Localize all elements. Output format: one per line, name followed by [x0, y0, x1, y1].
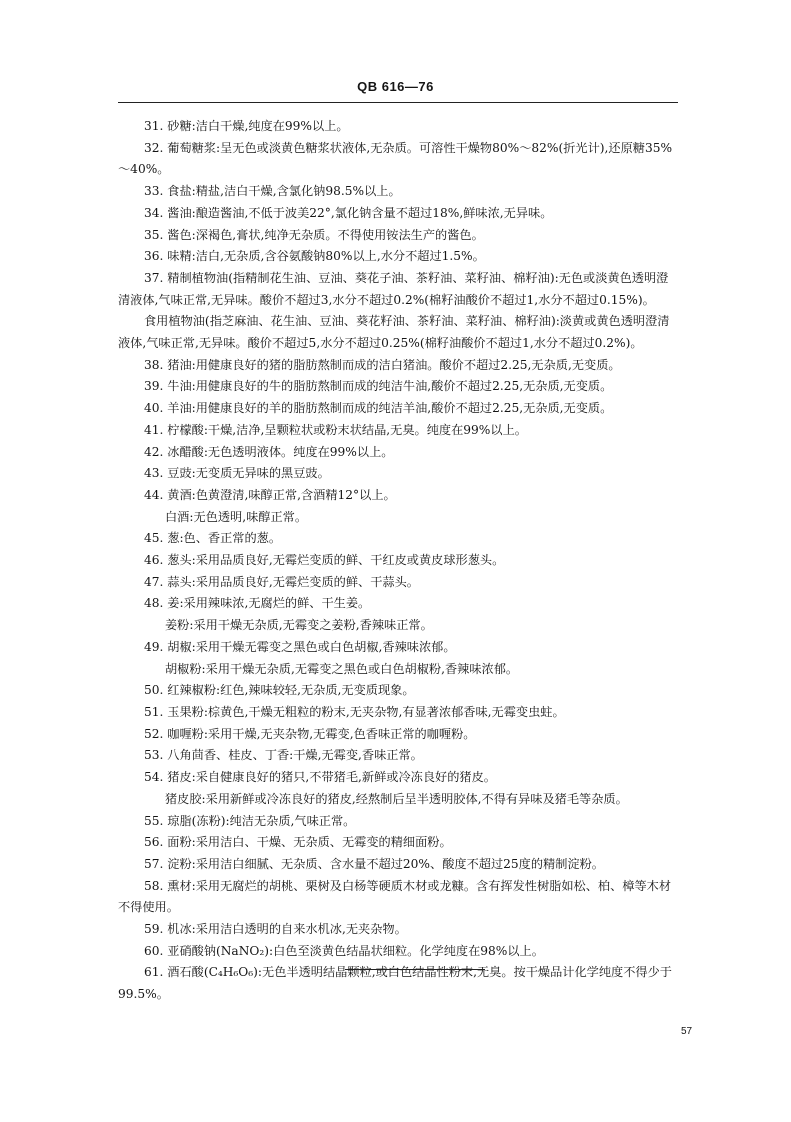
item-42: 42. 冰醋酸:无色透明液体。纯度在99%以上。 — [144, 444, 394, 459]
item-55: 55. 琼脂(冻粉):纯洁无杂质,气味正常。 — [144, 813, 356, 828]
item-39: 39. 牛油:用健康良好的牛的脂肪熬制而成的纯洁牛油,酸价不超过2.25,无杂质,无变质。 — [144, 379, 613, 394]
item-60: 60. 亚硝酸钠(NaNO₂):白色至淡黄色结晶状细粒。化学纯度在98%以上。 — [144, 943, 544, 958]
item-48-ginger-powder: 姜粉:采用干燥无杂质,无霉变之姜粉,香辣味正常。 — [165, 618, 433, 633]
item-38: 38. 猪油:用健康良好的猪的脂肪熬制而成的洁白猪油。酸价不超过2.25,无杂质,无变质。 — [144, 357, 621, 372]
item-57: 57. 淀粉:采用洁白细腻、无杂质、含水量不超过20%、酸度不超过25度的精制淀粉。 — [144, 856, 604, 871]
item-56: 56. 面粉:采用洁白、干燥、无杂质、无霉变的精细面粉。 — [144, 835, 452, 850]
item-53: 53. 八角茴香、桂皮、丁香:干燥,无霉变,香味正常。 — [144, 748, 423, 763]
item-31: 31. 砂糖:洁白干燥,纯度在99%以上。 — [144, 119, 349, 133]
item-59: 59. 机冰:采用洁白透明的自来水机冰,无夹杂物。 — [144, 922, 407, 937]
item-54-pigskin-gel: 猪皮胶:采用新鲜或冷冻良好的猪皮,经熬制后呈半透明胶体,不得有异味及猪毛等杂质。 — [165, 791, 628, 806]
standard-code-header: QB 616—76 — [357, 79, 434, 94]
page-number: 57 — [681, 1026, 693, 1037]
document-body — [118, 116, 678, 1006]
item-34: 34. 酱油:酿造酱油,不低于波美22°,氯化钠含量不超过18%,鲜味浓,无异味。 — [144, 205, 553, 220]
item-35: 35. 酱色:深褐色,膏状,纯净无杂质。不得使用铵法生产的酱色。 — [144, 227, 484, 242]
item-40: 40. 羊油:用健康良好的羊的脂肪熬制而成的纯洁羊油,酸价不超过2.25,无杂质,无变质。 — [144, 401, 613, 416]
item-43: 43. 豆豉:无变质无异味的黑豆豉。 — [144, 466, 330, 481]
item-47: 47. 蒜头:采用品质良好,无霉烂变质的鲜、干蒜头。 — [144, 574, 419, 589]
item-50: 50. 红辣椒粉:红色,辣味较轻,无杂质,无变质现象。 — [144, 683, 415, 698]
item-37: 37. 精制植物油(指精制花生油、豆油、葵花子油、茶籽油、菜籽油、棉籽油):无色或淡黄色透明澄清液体,气味正常,无异味。酸价不超过3,水分不超过0.2%(棉籽油酸价不超过1,水分不超过0.15%)。 — [118, 270, 669, 307]
item-36: 36. 味精:洁白,无杂质,含谷氨酸钠80%以上,水分不超过1.5%。 — [144, 249, 485, 264]
item-61: 61. 酒石酸(C₄H₆O₆):无色半透明结晶颗粒,或白色结晶性粉末,无臭。按干燥品计化学纯度不得少于99.5%。 — [118, 965, 672, 1002]
end-rule — [345, 969, 485, 970]
item-32: 32. 葡萄糖浆:呈无色或淡黄色糖浆状液体,无杂质。可溶性干燥物80%～82%(折光计),还原糖35%～40%。 — [118, 140, 673, 177]
item-49: 49. 胡椒:采用干燥无霉变之黑色或白色胡椒,香辣味浓郁。 — [144, 639, 456, 654]
header-rule — [118, 102, 678, 103]
item-54: 54. 猪皮:采自健康良好的猪只,不带猪毛,新鲜或冷冻良好的猪皮。 — [144, 770, 496, 785]
item-44: 44. 黄酒:色黄澄清,味醇正常,含酒精12°以上。 — [144, 487, 396, 502]
item-51: 51. 玉果粉:棕黄色,干燥无粗粒的粉末,无夹杂物,有显著浓郁香味,无霉变虫蛀。 — [144, 704, 565, 719]
item-41: 41. 柠檬酸:干燥,洁净,呈颗粒状或粉末状结晶,无臭。纯度在99%以上。 — [144, 422, 527, 437]
item-45: 45. 葱:色、香正常的葱。 — [144, 531, 282, 546]
item-52: 52. 咖喱粉:采用干燥,无夹杂物,无霉变,色香味正常的咖喱粉。 — [144, 726, 476, 741]
item-37-edible-oil: 食用植物油(指芝麻油、花生油、豆油、葵花籽油、茶籽油、菜籽油、棉籽油):淡黄或黄色透明澄清液体,气味正常,无异味。酸价不超过5,水分不超过0.25%(棉籽油酸价不超过1,水分不超过0.2%)。 — [118, 314, 670, 351]
item-46: 46. 葱头:采用品质良好,无霉烂变质的鲜、干红皮或黄皮球形葱头。 — [144, 553, 505, 568]
item-58: 58. 熏材:采用无腐烂的胡桃、栗树及白杨等硬质木材或龙糠。含有挥发性树脂如松、柏、樟等木材不得使用。 — [118, 878, 672, 915]
item-33: 33. 食盐:精盐,洁白干燥,含氯化钠98.5%以上。 — [144, 184, 401, 199]
item-49-pepper-powder: 胡椒粉:采用干燥无杂质,无霉变之黑色或白色胡椒粉,香辣味浓郁。 — [165, 661, 519, 676]
item-44-baijiu: 白酒:无色透明,味醇正常。 — [165, 509, 308, 524]
item-48: 48. 姜:采用辣味浓,无腐烂的鲜、干生姜。 — [144, 596, 371, 611]
